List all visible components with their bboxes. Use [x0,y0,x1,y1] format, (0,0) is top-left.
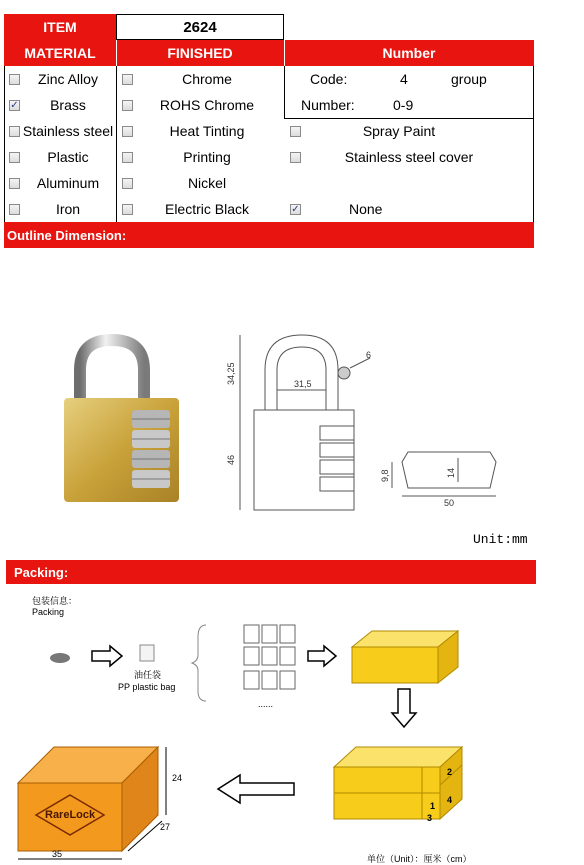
material-checkbox-3[interactable] [9,152,20,163]
material-label-4: Aluminum [36,175,100,191]
dim-body-height: 46 [226,454,236,465]
box-number-4: 4 [447,795,453,805]
material-checkbox-4[interactable] [9,178,20,189]
finished-label-3: Printing [183,149,231,165]
material-checkbox-1[interactable]: ✓ [10,100,19,111]
stainless-cover-label: Stainless steel cover [344,149,474,165]
material-checkbox-2[interactable] [9,126,20,137]
code-label: Code: [310,71,348,87]
table-border-right [533,66,534,222]
item-label-cell [4,14,116,40]
outline-title: Outline Dimension: [7,227,127,243]
packing-header [6,560,536,584]
carton-depth: 27 [160,822,171,832]
spray-paint-label: Spray Paint [362,123,436,139]
packing-info-cn: 包装信息： [32,596,78,606]
dimension-drawing [220,330,530,515]
item-label: ITEM [43,19,77,35]
bag-label-cn: 油任袋 [134,670,162,680]
none-label: None [349,201,383,217]
carton-height: 24 [172,773,183,783]
finished-header: FINISHED [167,45,233,61]
finished-label-1: ROHS Chrome [159,97,255,113]
item-value-cell [116,14,284,40]
outline-unit: Unit:mm [473,532,528,547]
material-header: MATERIAL [24,45,96,61]
material-label-3: Plastic [47,149,89,165]
dim-shackle-width: 31,5 [294,379,312,389]
number-value: 0-9 [393,97,414,113]
item-value: 2624 [183,18,217,36]
spray-paint-checkbox[interactable] [290,126,301,137]
material-label-5: Iron [55,201,81,217]
box-number-2: 2 [447,767,453,777]
dim-body-width: 50 [444,498,455,508]
box-number-1: 1 [430,801,436,811]
finished-label-5: Electric Black [164,201,250,217]
number-header: Number [382,45,436,61]
dim-body-edge: 9,8 [380,469,390,482]
finished-label-2: Heat Tinting [169,123,245,139]
code-unit: group [451,71,487,87]
box-number-3: 3 [427,813,433,823]
packing-diagram [0,615,584,865]
padlock-photo [60,330,190,510]
spec-table [4,14,534,243]
ellipsis: ...... [258,699,274,709]
bag-label-en: PP plastic bag [118,682,176,692]
number-label: Number: [301,97,355,113]
packing-title: Packing: [14,564,69,580]
finished-label-0: Chrome [182,71,232,87]
stainless-cover-checkbox[interactable] [290,152,301,163]
packing-info-en: Packing [32,607,65,617]
outline-header [4,222,534,248]
material-label-1: Brass [50,97,86,113]
brand-logo-text: RareLock [45,809,96,821]
finished-label-4: Nickel [187,175,227,191]
packing-unit: 单位（Unit）：厘米（cm） [367,854,472,864]
material-checkbox-5[interactable] [9,204,20,215]
material-checkbox-0[interactable] [9,74,20,85]
dim-body-thickness: 14 [446,467,456,478]
none-checkbox[interactable]: ✓ [291,204,300,215]
dim-shackle-diameter: 6 [366,350,372,360]
dim-shackle-height: 34,25 [226,362,236,385]
material-label-2: Stainless steel [22,123,114,139]
code-value: 4 [400,71,408,87]
carton-width: 35 [52,849,63,859]
material-label-0: Zinc Alloy [38,71,98,87]
table-border-left [4,66,5,222]
